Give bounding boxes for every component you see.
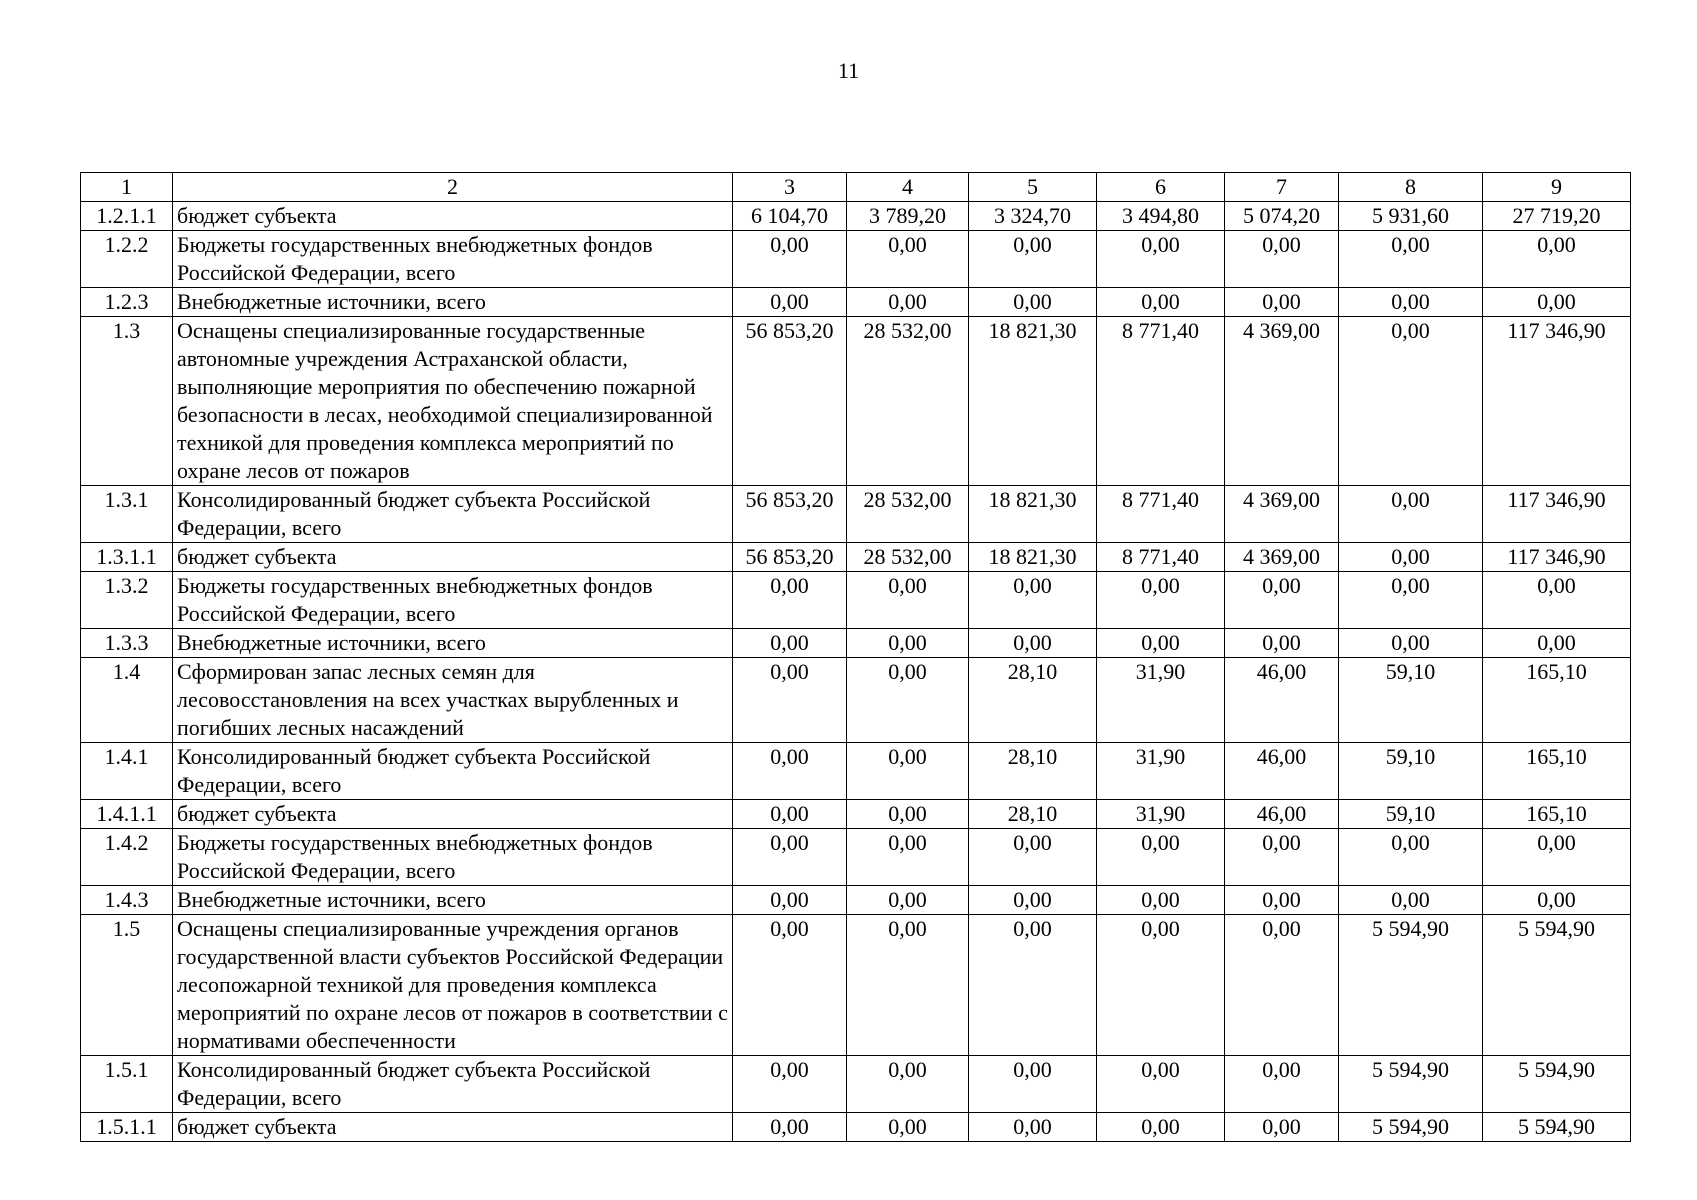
row-name: Бюджеты государственных внебюджетных фондов Российской Федерации, всего — [173, 829, 733, 886]
budget-table — [80, 172, 1631, 1142]
table-row — [81, 572, 1631, 629]
value-cell: 0,00 — [733, 829, 847, 886]
value-cell: 0,00 — [969, 829, 1097, 886]
table-row — [81, 202, 1631, 231]
row-name: Сформирован запас лесных семян для лесовосстановления на всех участках вырубленных и погибших лесных насаждений — [173, 658, 733, 743]
value-cell: 0,00 — [1225, 886, 1339, 915]
value-cell: 0,00 — [1339, 231, 1483, 288]
value-cell: 0,00 — [1225, 288, 1339, 317]
column-header: 2 — [173, 173, 733, 202]
table-row — [81, 658, 1631, 743]
value-cell: 0,00 — [1097, 1113, 1225, 1142]
value-cell: 8 771,40 — [1097, 486, 1225, 543]
column-header: 1 — [81, 173, 173, 202]
page-number: 11 — [837, 58, 860, 83]
value-cell: 0,00 — [847, 1113, 969, 1142]
header-row — [81, 173, 1631, 202]
value-cell: 0,00 — [847, 743, 969, 800]
value-cell: 0,00 — [1483, 886, 1631, 915]
value-cell: 0,00 — [847, 886, 969, 915]
row-number: 1.3.3 — [81, 629, 173, 658]
value-cell: 27 719,20 — [1483, 202, 1631, 231]
row-number: 1.4.1 — [81, 743, 173, 800]
value-cell: 0,00 — [1097, 288, 1225, 317]
row-number: 1.5.1.1 — [81, 1113, 173, 1142]
table-row — [81, 629, 1631, 658]
row-name: Внебюджетные источники, всего — [173, 886, 733, 915]
value-cell: 0,00 — [1339, 543, 1483, 572]
value-cell: 0,00 — [847, 658, 969, 743]
value-cell: 46,00 — [1225, 743, 1339, 800]
value-cell: 0,00 — [969, 886, 1097, 915]
value-cell: 0,00 — [969, 231, 1097, 288]
value-cell: 59,10 — [1339, 743, 1483, 800]
value-cell: 31,90 — [1097, 743, 1225, 800]
value-cell: 4 369,00 — [1225, 543, 1339, 572]
value-cell: 5 931,60 — [1339, 202, 1483, 231]
value-cell: 0,00 — [733, 1056, 847, 1113]
value-cell: 0,00 — [1097, 915, 1225, 1056]
value-cell: 117 346,90 — [1483, 486, 1631, 543]
row-name: бюджет субъекта — [173, 1113, 733, 1142]
value-cell: 5 594,90 — [1339, 915, 1483, 1056]
row-name: Консолидированный бюджет субъекта Российской Федерации, всего — [173, 486, 733, 543]
value-cell: 56 853,20 — [733, 317, 847, 486]
table-row — [81, 800, 1631, 829]
value-cell: 3 324,70 — [969, 202, 1097, 231]
row-name: бюджет субъекта — [173, 800, 733, 829]
column-header: 6 — [1097, 173, 1225, 202]
value-cell: 0,00 — [847, 1056, 969, 1113]
value-cell: 18 821,30 — [969, 317, 1097, 486]
value-cell: 59,10 — [1339, 800, 1483, 829]
table-row — [81, 1056, 1631, 1113]
value-cell: 0,00 — [969, 915, 1097, 1056]
value-cell: 165,10 — [1483, 658, 1631, 743]
column-header: 4 — [847, 173, 969, 202]
value-cell: 4 369,00 — [1225, 317, 1339, 486]
value-cell: 0,00 — [1097, 629, 1225, 658]
value-cell: 0,00 — [733, 572, 847, 629]
row-number: 1.2.1.1 — [81, 202, 173, 231]
value-cell: 0,00 — [1097, 886, 1225, 915]
row-name: бюджет субъекта — [173, 202, 733, 231]
value-cell: 0,00 — [1339, 886, 1483, 915]
value-cell: 0,00 — [847, 800, 969, 829]
value-cell: 0,00 — [1097, 1056, 1225, 1113]
row-number: 1.3.1.1 — [81, 543, 173, 572]
value-cell: 56 853,20 — [733, 486, 847, 543]
value-cell: 5 594,90 — [1339, 1113, 1483, 1142]
value-cell: 0,00 — [733, 288, 847, 317]
value-cell: 0,00 — [1483, 288, 1631, 317]
table-row — [81, 543, 1631, 572]
row-name: Внебюджетные источники, всего — [173, 288, 733, 317]
value-cell: 0,00 — [969, 572, 1097, 629]
value-cell: 0,00 — [733, 915, 847, 1056]
column-header: 7 — [1225, 173, 1339, 202]
value-cell: 0,00 — [733, 231, 847, 288]
table-row — [81, 829, 1631, 886]
row-number: 1.3.2 — [81, 572, 173, 629]
value-cell: 0,00 — [733, 886, 847, 915]
value-cell: 0,00 — [1097, 829, 1225, 886]
value-cell: 18 821,30 — [969, 486, 1097, 543]
value-cell: 0,00 — [1483, 629, 1631, 658]
row-number: 1.3.1 — [81, 486, 173, 543]
value-cell: 0,00 — [847, 915, 969, 1056]
value-cell: 0,00 — [969, 629, 1097, 658]
value-cell: 0,00 — [1225, 572, 1339, 629]
value-cell: 8 771,40 — [1097, 317, 1225, 486]
row-number: 1.4 — [81, 658, 173, 743]
value-cell: 0,00 — [733, 658, 847, 743]
value-cell: 0,00 — [1339, 288, 1483, 317]
column-header: 9 — [1483, 173, 1631, 202]
value-cell: 0,00 — [1339, 486, 1483, 543]
value-cell: 0,00 — [847, 572, 969, 629]
value-cell: 31,90 — [1097, 658, 1225, 743]
value-cell: 0,00 — [1225, 915, 1339, 1056]
table-row — [81, 1113, 1631, 1142]
row-name: Консолидированный бюджет субъекта Российской Федерации, всего — [173, 743, 733, 800]
value-cell: 0,00 — [1225, 231, 1339, 288]
value-cell: 0,00 — [733, 629, 847, 658]
value-cell: 0,00 — [1225, 829, 1339, 886]
column-header: 5 — [969, 173, 1097, 202]
value-cell: 0,00 — [969, 288, 1097, 317]
value-cell: 28,10 — [969, 743, 1097, 800]
row-number: 1.4.1.1 — [81, 800, 173, 829]
value-cell: 28,10 — [969, 658, 1097, 743]
table-row — [81, 317, 1631, 486]
row-name: Консолидированный бюджет субъекта Российской Федерации, всего — [173, 1056, 733, 1113]
value-cell: 28,10 — [969, 800, 1097, 829]
row-name: Оснащены специализированные учреждения органов государственной власти субъектов Российской Федерации лесопожарной техникой для проведения комплекса мероприятий по охране лесов от пожаров в соответствии с нормативами обеспеченности — [173, 915, 733, 1056]
value-cell: 5 594,90 — [1339, 1056, 1483, 1113]
value-cell: 56 853,20 — [733, 543, 847, 572]
table-row — [81, 886, 1631, 915]
value-cell: 117 346,90 — [1483, 543, 1631, 572]
row-name: Бюджеты государственных внебюджетных фондов Российской Федерации, всего — [173, 572, 733, 629]
row-number: 1.5.1 — [81, 1056, 173, 1113]
value-cell: 0,00 — [1339, 629, 1483, 658]
value-cell: 5 074,20 — [1225, 202, 1339, 231]
value-cell: 0,00 — [969, 1113, 1097, 1142]
value-cell: 0,00 — [1483, 231, 1631, 288]
row-name: Внебюджетные источники, всего — [173, 629, 733, 658]
value-cell: 5 594,90 — [1483, 1056, 1631, 1113]
value-cell: 0,00 — [1339, 317, 1483, 486]
value-cell: 0,00 — [1483, 572, 1631, 629]
row-name: бюджет субъекта — [173, 543, 733, 572]
value-cell: 0,00 — [1339, 829, 1483, 886]
row-number: 1.5 — [81, 915, 173, 1056]
value-cell: 0,00 — [1097, 572, 1225, 629]
value-cell: 0,00 — [847, 829, 969, 886]
value-cell: 8 771,40 — [1097, 543, 1225, 572]
value-cell: 0,00 — [733, 800, 847, 829]
value-cell: 28 532,00 — [847, 543, 969, 572]
row-number: 1.3 — [81, 317, 173, 486]
row-name: Оснащены специализированные государственные автономные учреждения Астраханской области, выполняющие мероприятия по обеспечению пожарной безопасности в лесах, необходимой специализированной техникой для проведения комплекса мероприятий по охране лесов от пожаров — [173, 317, 733, 486]
table-row — [81, 743, 1631, 800]
value-cell: 0,00 — [1097, 231, 1225, 288]
value-cell: 28 532,00 — [847, 486, 969, 543]
value-cell: 0,00 — [1339, 572, 1483, 629]
column-header: 3 — [733, 173, 847, 202]
value-cell: 46,00 — [1225, 800, 1339, 829]
value-cell: 117 346,90 — [1483, 317, 1631, 486]
value-cell: 59,10 — [1339, 658, 1483, 743]
value-cell: 46,00 — [1225, 658, 1339, 743]
row-number: 1.2.3 — [81, 288, 173, 317]
value-cell: 28 532,00 — [847, 317, 969, 486]
value-cell: 18 821,30 — [969, 543, 1097, 572]
table-row — [81, 486, 1631, 543]
value-cell: 4 369,00 — [1225, 486, 1339, 543]
value-cell: 0,00 — [1483, 829, 1631, 886]
value-cell: 6 104,70 — [733, 202, 847, 231]
table-body — [81, 173, 1631, 1142]
row-number: 1.4.2 — [81, 829, 173, 886]
value-cell: 165,10 — [1483, 800, 1631, 829]
row-number: 1.4.3 — [81, 886, 173, 915]
row-name: Бюджеты государственных внебюджетных фондов Российской Федерации, всего — [173, 231, 733, 288]
value-cell: 0,00 — [1225, 1056, 1339, 1113]
row-number: 1.2.2 — [81, 231, 173, 288]
value-cell: 0,00 — [847, 288, 969, 317]
value-cell: 0,00 — [847, 231, 969, 288]
value-cell: 0,00 — [733, 1113, 847, 1142]
value-cell: 5 594,90 — [1483, 1113, 1631, 1142]
value-cell: 0,00 — [969, 1056, 1097, 1113]
value-cell: 3 789,20 — [847, 202, 969, 231]
column-header: 8 — [1339, 173, 1483, 202]
value-cell: 0,00 — [1225, 629, 1339, 658]
value-cell: 5 594,90 — [1483, 915, 1631, 1056]
table-row — [81, 915, 1631, 1056]
value-cell: 165,10 — [1483, 743, 1631, 800]
value-cell: 31,90 — [1097, 800, 1225, 829]
value-cell: 0,00 — [733, 743, 847, 800]
value-cell: 3 494,80 — [1097, 202, 1225, 231]
value-cell: 0,00 — [1225, 1113, 1339, 1142]
table-row — [81, 231, 1631, 288]
table-row — [81, 288, 1631, 317]
value-cell: 0,00 — [847, 629, 969, 658]
